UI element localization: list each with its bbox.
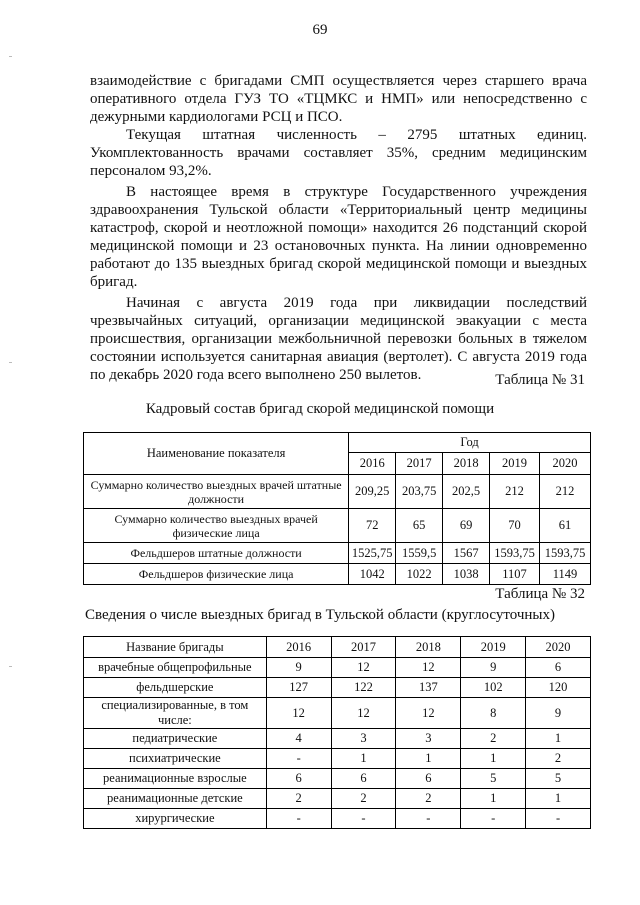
- row-label: хирургические: [84, 809, 267, 829]
- table-31-year: 2018: [443, 453, 490, 475]
- page-number: 69: [312, 22, 328, 38]
- cell: 12: [331, 698, 396, 729]
- row-label: реанимационные детские: [84, 789, 267, 809]
- cell: 1: [461, 789, 526, 809]
- table-32: [83, 636, 591, 829]
- row-label: Фельдшеров штатные должности: [84, 543, 349, 564]
- table-row: [84, 809, 591, 829]
- table-32-year: 2018: [396, 637, 461, 658]
- cell: 9: [526, 698, 591, 729]
- table-31-year: 2020: [540, 453, 591, 475]
- cell: 102: [461, 678, 526, 698]
- cell: 69: [443, 509, 490, 543]
- table-31-year: 2016: [349, 453, 396, 475]
- table-32-label: Таблица № 32: [495, 586, 585, 602]
- cell: 1593,75: [540, 543, 591, 564]
- cell: 137: [396, 678, 461, 698]
- table-31: [83, 432, 591, 585]
- cell: 6: [331, 769, 396, 789]
- cell: 127: [266, 678, 331, 698]
- cell: 1022: [396, 564, 443, 585]
- scan-margin-mark: [9, 362, 12, 363]
- cell: 6: [396, 769, 461, 789]
- table-row: [84, 475, 591, 509]
- cell: -: [331, 809, 396, 829]
- table-row: [84, 543, 591, 564]
- cell: 3: [331, 729, 396, 749]
- cell: 1042: [349, 564, 396, 585]
- cell: 9: [461, 658, 526, 678]
- table-31-label: Таблица № 31: [495, 372, 585, 388]
- cell: 2: [396, 789, 461, 809]
- cell: 212: [490, 475, 540, 509]
- cell: 6: [266, 769, 331, 789]
- cell: -: [461, 809, 526, 829]
- cell: 1567: [443, 543, 490, 564]
- table-row: [84, 509, 591, 543]
- table-row: [84, 564, 591, 585]
- cell: 1: [461, 749, 526, 769]
- row-label: Фельдшеров физические лица: [84, 564, 349, 585]
- scan-margin-mark: [9, 56, 12, 57]
- row-label: специализированные, в том числе:: [84, 698, 267, 729]
- cell: 2: [266, 789, 331, 809]
- cell: 1559,5: [396, 543, 443, 564]
- cell: 3: [396, 729, 461, 749]
- table-row: [84, 789, 591, 809]
- cell: 1107: [490, 564, 540, 585]
- cell: 72: [349, 509, 396, 543]
- table-31-header-name: Наименование показателя: [84, 433, 349, 475]
- cell: 122: [331, 678, 396, 698]
- cell: 1149: [540, 564, 591, 585]
- table-row: [84, 658, 591, 678]
- table-row: [84, 749, 591, 769]
- table-31-title: Кадровый состав бригад скорой медицинской помощи: [145, 401, 495, 417]
- cell: 1: [331, 749, 396, 769]
- cell: 12: [331, 658, 396, 678]
- body-text: [90, 72, 587, 384]
- cell: 202,5: [443, 475, 490, 509]
- cell: 2: [461, 729, 526, 749]
- cell: 12: [396, 698, 461, 729]
- cell: 2: [331, 789, 396, 809]
- cell: 4: [266, 729, 331, 749]
- cell: 1: [396, 749, 461, 769]
- cell: 12: [396, 658, 461, 678]
- paragraph-1: взаимодействие с бригадами СМП осуществляется через старшего врача оперативного отдела ГУЗ ТО «ТЦМКС и НМП» или непосредственно с дежурными кардиологами РСЦ и ПСО.: [90, 73, 587, 125]
- table-row: [84, 769, 591, 789]
- cell: 1: [526, 729, 591, 749]
- cell: -: [396, 809, 461, 829]
- table-row: [84, 729, 591, 749]
- cell: 1: [526, 789, 591, 809]
- row-label: врачебные общепрофильные: [84, 658, 267, 678]
- table-32-header-name: Название бригады: [84, 637, 267, 658]
- table-32-year: 2020: [526, 637, 591, 658]
- cell: 212: [540, 475, 591, 509]
- table-row: [84, 678, 591, 698]
- table-31-header-year: Год: [349, 433, 591, 453]
- cell: 1525,75: [349, 543, 396, 564]
- cell: 1038: [443, 564, 490, 585]
- table-32-year: 2019: [461, 637, 526, 658]
- cell: -: [526, 809, 591, 829]
- cell: 5: [526, 769, 591, 789]
- table-32-year: 2017: [331, 637, 396, 658]
- row-label: реанимационные взрослые: [84, 769, 267, 789]
- cell: 1593,75: [490, 543, 540, 564]
- cell: 65: [396, 509, 443, 543]
- row-label: педиатрические: [84, 729, 267, 749]
- row-label: фельдшерские: [84, 678, 267, 698]
- table-32-title: Сведения о числе выездных бригад в Тульской области (круглосуточных): [85, 607, 555, 623]
- cell: 120: [526, 678, 591, 698]
- table-row: [84, 698, 591, 729]
- cell: 203,75: [396, 475, 443, 509]
- cell: 5: [461, 769, 526, 789]
- cell: 70: [490, 509, 540, 543]
- row-label: Суммарно количество выездных врачей штатные должности: [84, 475, 349, 509]
- paragraph-3: В настоящее время в структуре Государственного учреждения здравоохранения Тульской области «Территориальный центр медицины катастроф, скорой и неотложной помощи» находится 26 подстанций скорой медицинской помощи и 23 остановочных пункта. На линии одновременно работают до 135 выездных бригад скорой медицинской помощи и выездных бригад.: [90, 184, 587, 290]
- cell: 209,25: [349, 475, 396, 509]
- paragraph-2: Текущая штатная численность – 2795 штатных единиц. Укомплектованность врачами составляет 35%, средним медицинским персоналом 93,2%.: [90, 127, 587, 179]
- cell: 6: [526, 658, 591, 678]
- cell: 9: [266, 658, 331, 678]
- table-31-year: 2017: [396, 453, 443, 475]
- cell: 8: [461, 698, 526, 729]
- cell: 2: [526, 749, 591, 769]
- table-32-year: 2016: [266, 637, 331, 658]
- scan-margin-mark: [9, 666, 12, 667]
- row-label: психиатрические: [84, 749, 267, 769]
- cell: -: [266, 749, 331, 769]
- cell: 12: [266, 698, 331, 729]
- cell: -: [266, 809, 331, 829]
- cell: 61: [540, 509, 591, 543]
- row-label: Суммарно количество выездных врачей физические лица: [84, 509, 349, 543]
- table-31-year: 2019: [490, 453, 540, 475]
- paragraph-4: Начиная с августа 2019 года при ликвидации последствий чрезвычайных ситуаций, организации медицинской эвакуации с места происшествия, организации межбольничной перевозки больных в тяжелом состоянии используется санитарная авиация (вертолет). С августа 2019 года по декабрь 2020 года всего выполнено 250 вылетов.: [90, 295, 587, 383]
